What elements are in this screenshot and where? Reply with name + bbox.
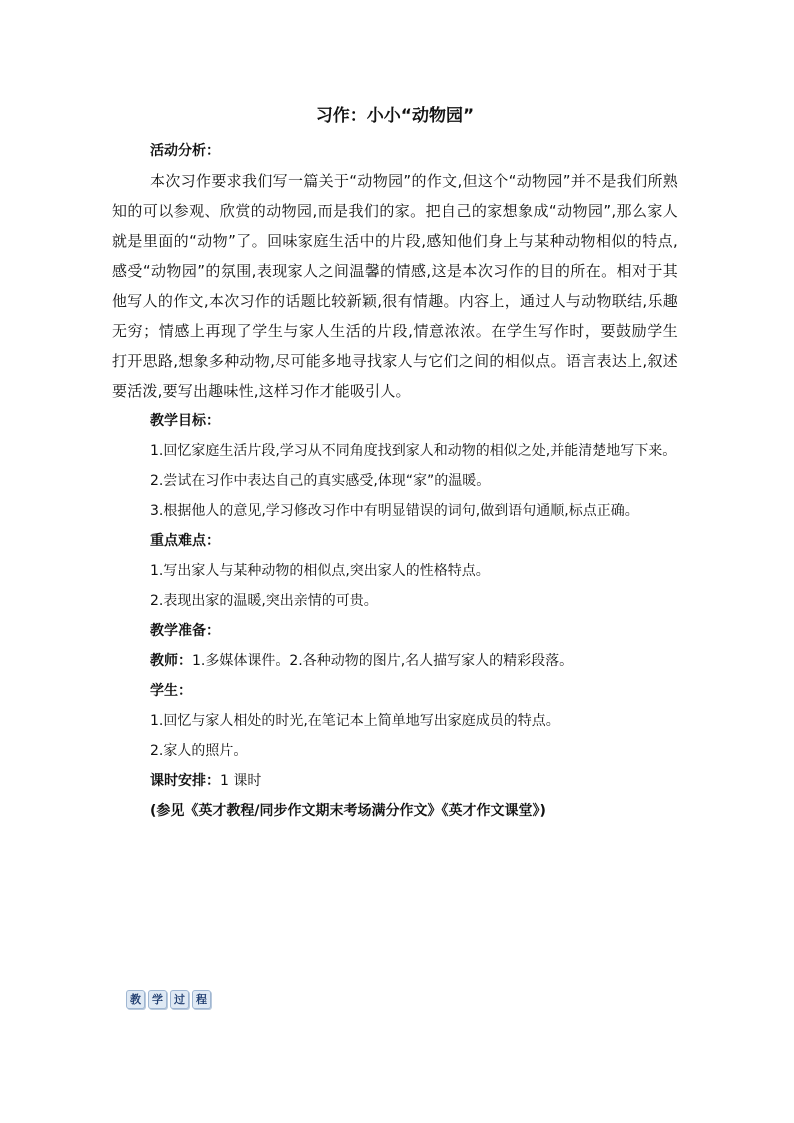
goal-item-1: 1.回忆家庭生活片段,学习从不同角度找到家人和动物的相似之处,并能清楚地写下来。 (150, 443, 677, 459)
analysis-paragraph: 本次习作要求我们写一篇关于“动物园”的作文,但这个“动物园”并不是我们所熟知的可以参观、欣赏的动物园,而是我们的家。把自己的家想象成“动物园”,那么家人就是里面的“动物”了。回味家庭生活中的片段,感知他们身上与某种动物相似的特点,感受“动物园”的氛围,表现家人之间温馨的情感,这是本次习作的目的所在。相对于其他写人的作文,本次习作的话题比较新颖,很有情趣。内容上，通过人与动物联结,乐趣无穷；情感上再现了学生与家人生活的片段,情意浓浓。在学生写作时，要鼓励学生打开思路,想象多种动物,尽可能多地寻找家人与它们之间的相似点。语言表达上,叙述要活泼,要写出趣味性,这样习作才能吸引人。 (112, 172, 678, 400)
reference-note: (参见《英才教程/同步作文期末考场满分作文》《英才作文课堂》) (150, 803, 546, 819)
analysis-heading: 活动分析： (150, 143, 220, 159)
document-content (112, 96, 678, 826)
schedule-value: 1 课时 (220, 773, 262, 789)
schedule-label: 课时安排： (150, 773, 220, 789)
prep-student-label: 学生： (150, 683, 192, 699)
goal-item-3: 3.根据他人的意见,学习修改习作中有明显错误的词句,做到语句通顺,标点正确。 (150, 503, 639, 519)
goal-item-2: 2.尝试在习作中表达自己的真实感受,体现“家”的温暖。 (150, 473, 491, 489)
teaching-process-badge (126, 990, 211, 1009)
keypoint-item-2: 2.表现出家的温暖,突出亲情的可贵。 (150, 593, 378, 609)
prep-heading: 教学准备： (150, 623, 220, 639)
badge-char-3: 过 (170, 990, 189, 1009)
prep-student-item-2: 2.家人的照片。 (150, 743, 248, 759)
badge-char-2: 学 (148, 990, 167, 1009)
prep-student-item-1: 1.回忆与家人相处的时光,在笔记本上简单地写出家庭成员的特点。 (150, 713, 560, 729)
keypoints-heading: 重点难点： (150, 533, 220, 549)
prep-teacher-text: 1.多媒体课件。2.各种动物的图片,名人描写家人的精彩段落。 (192, 653, 574, 669)
schedule-line (112, 766, 678, 796)
prep-teacher-label: 教师： (150, 653, 192, 669)
keypoint-item-1: 1.写出家人与某种动物的相似点,突出家人的性格特点。 (150, 563, 490, 579)
badge-char-4: 程 (192, 990, 211, 1009)
page-title: 习作：小小“动物园” (315, 106, 475, 126)
badge-char-1: 教 (126, 990, 145, 1009)
prep-teacher-line (112, 646, 678, 676)
goals-heading: 教学目标： (150, 413, 220, 429)
